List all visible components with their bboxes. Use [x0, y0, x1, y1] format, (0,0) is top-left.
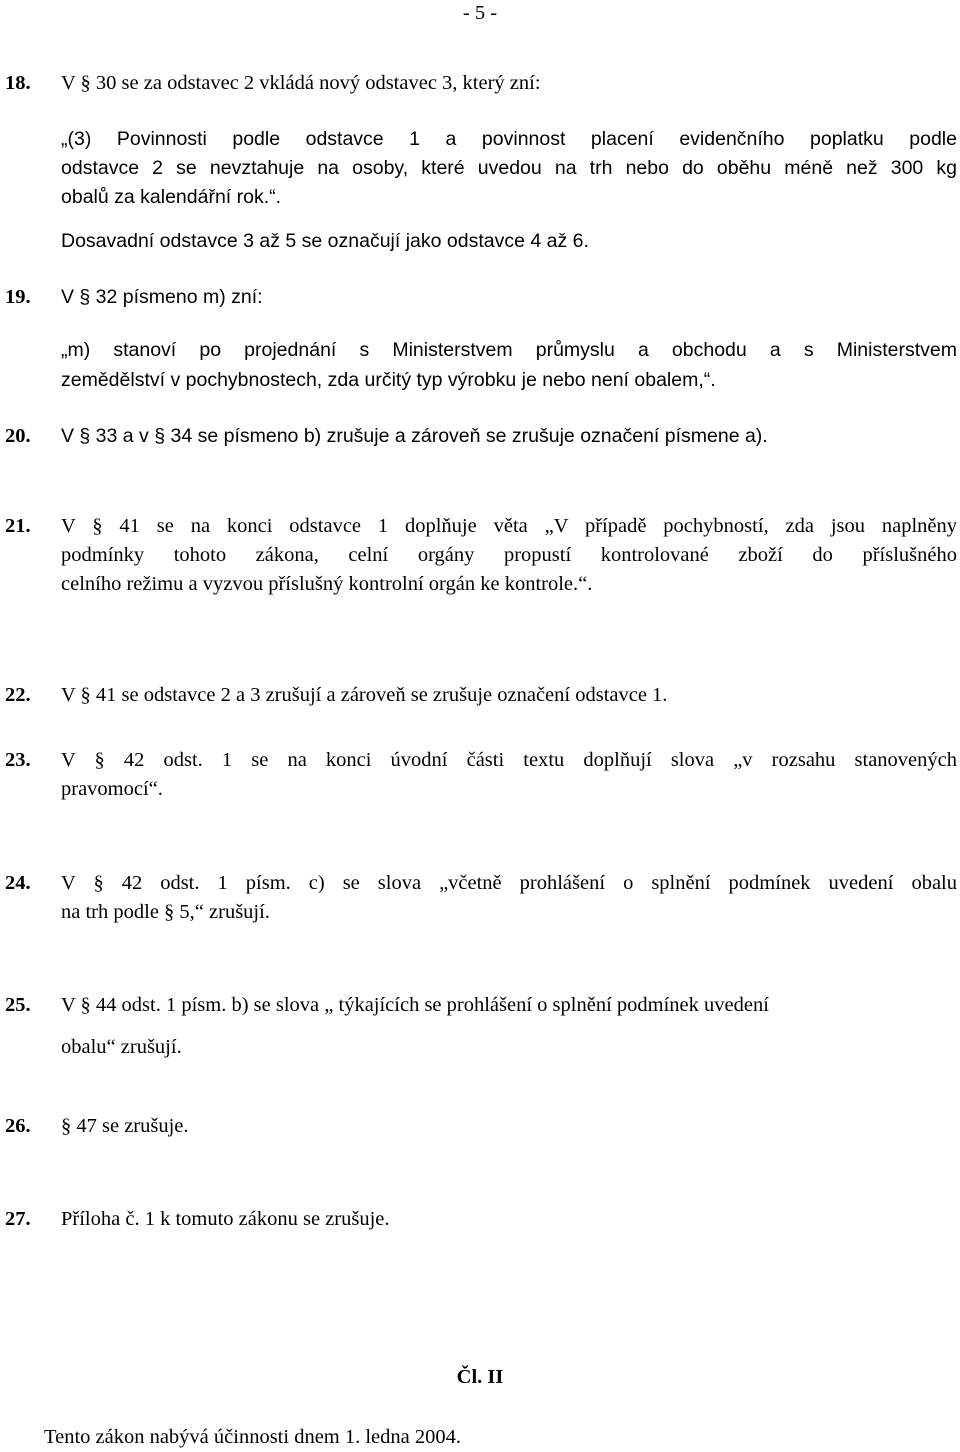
- page-number: - 5 -: [462, 2, 498, 24]
- item-text: Příloha č. 1 k tomuto zákonu se zrušuje.: [61, 1208, 390, 1230]
- closing-text: Tento zákon nabývá účinnosti dnem 1. ledna 2004.: [44, 1426, 462, 1448]
- item-text-line: V § 42 odst. 1 se na konci úvodní části textu doplňují slova „v rozsahu stanovených: [61, 749, 957, 771]
- item-number: 24.: [5, 872, 31, 894]
- item-number: 25.: [5, 994, 31, 1016]
- item-text-line: pravomocí“.: [61, 778, 163, 800]
- quoted-text-line: obalů za kalendářní rok.“.: [61, 186, 282, 208]
- item-number: 19.: [5, 286, 31, 308]
- item-text-line: V § 41 se na konci odstavce 1 doplňuje věta „V případě pochybností, zda jsou naplněny: [61, 515, 957, 537]
- item-text: V § 30 se za odstavec 2 vkládá nový odstavec 3, který zní:: [61, 72, 541, 94]
- item-text-line: obalu“ zrušují.: [61, 1036, 182, 1058]
- item-text-line: celního režimu a vyzvou příslušný kontrolní orgán ke kontrole.“.: [61, 573, 593, 595]
- item-number: 22.: [5, 684, 31, 706]
- item-text-line: V § 42 odst. 1 písm. c) se slova „včetně prohlášení o splnění podmínek uvedení obalu: [61, 872, 957, 894]
- item-followup-text: Dosavadní odstavce 3 až 5 se označují jako odstavce 4 až 6.: [61, 230, 589, 252]
- item-text-line: na trh podle § 5,“ zrušují.: [61, 901, 270, 923]
- item-text: V § 33 a v § 34 se písmeno b) zrušuje a zároveň se zrušuje označení písmene a).: [61, 425, 768, 447]
- item-number: 23.: [5, 749, 31, 771]
- item-number: 21.: [5, 515, 31, 537]
- item-text: V § 32 písmeno m) zní:: [61, 286, 263, 308]
- quoted-text-line: „m) stanoví po projednání s Ministerstvem průmyslu a obchodu a s Ministerstvem: [61, 339, 957, 361]
- item-text: V § 41 se odstavce 2 a 3 zrušují a zároveň se zrušuje označení odstavce 1.: [61, 684, 668, 706]
- quoted-text-line: odstavce 2 se nevztahuje na osoby, které uvedou na trh nebo do oběhu méně než 300 kg: [61, 157, 957, 179]
- item-number: 18.: [5, 72, 31, 94]
- item-text: § 47 se zrušuje.: [61, 1115, 189, 1137]
- item-number: 26.: [5, 1115, 31, 1137]
- quoted-text-line: zemědělství v pochybnostech, zda určitý typ výrobku je nebo není obalem,“.: [61, 369, 716, 391]
- item-number: 20.: [5, 425, 31, 447]
- quoted-text-line: „(3) Povinnosti podle odstavce 1 a povinnost placení evidenčního poplatku podle: [61, 128, 957, 150]
- item-text-line: V § 44 odst. 1 písm. b) se slova „ týkajících se prohlášení o splnění podmínek uvedení: [61, 994, 769, 1016]
- item-number: 27.: [5, 1208, 31, 1230]
- article-heading: Čl. II: [456, 1366, 504, 1388]
- item-text-line: podmínky tohoto zákona, celní orgány propustí kontrolované zboží do příslušného: [61, 544, 957, 566]
